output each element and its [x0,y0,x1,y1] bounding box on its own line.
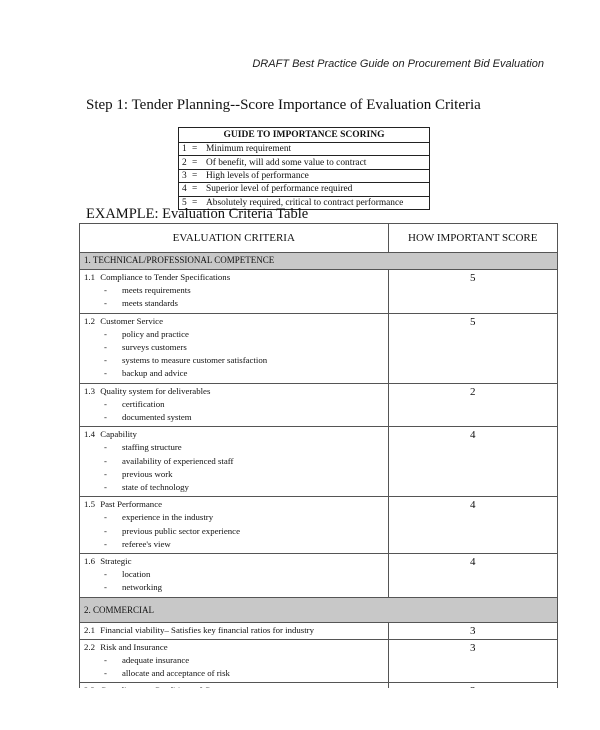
criteria-cell [80,497,389,554]
table-row [80,554,558,598]
criteria-sub-item: - meets standards [104,298,178,309]
criteria-sub-item: - referee's view [104,538,171,549]
importance-score: 3 [388,639,557,683]
table-row [80,313,558,383]
importance-score: 5 [388,270,557,314]
criteria-sub-item: - meets requirements [104,285,191,296]
criteria-cell [80,622,389,639]
guide-row: 4 = Superior level of performance required [179,183,430,196]
section-title: 2. COMMERCIAL [80,597,558,622]
importance-score: 2 [388,383,557,427]
table-row [80,270,558,314]
document-header: DRAFT Best Practice Guide on Procurement Bid Evaluation [252,58,544,70]
criteria-cell [80,554,389,598]
criteria-label: 1.1 Compliance to Tender Specifications [84,272,231,282]
table-row [80,622,558,639]
criteria-sub-item: - availability of experienced staff [104,455,234,466]
criteria-label: 1.6 Strategic [84,556,132,567]
evaluation-criteria-table [79,223,558,727]
guide-row: 1 = Minimum requirement [179,143,430,156]
criteria-label: 1.3 Quality system for deliverables [84,385,211,396]
table-row [80,497,558,554]
criteria-label: 1.2 Customer Service [84,315,163,326]
criteria-sub-item: - previous work [104,468,173,479]
criteria-sub-item: - networking [104,582,163,593]
step-title: Step 1: Tender Planning--Score Importance of Evaluation Criteria [86,97,481,113]
criteria-cell [80,383,389,427]
criteria-sub-item: - certification [104,398,165,409]
example-title: EXAMPLE: Evaluation Criteria Table [86,206,309,222]
section-header-row [80,253,558,270]
importance-score: 5 [388,313,557,383]
criteria-cell [80,270,389,314]
importance-score: 4 [388,427,557,497]
criteria-sub-item: - allocate and acceptance of risk [104,668,230,679]
section-title: 1. TECHNICAL/PROFESSIONAL COMPETENCE [80,253,558,270]
importance-scoring-guide [178,127,430,210]
criteria-sub-item: - backup and advice [104,368,188,379]
criteria-sub-item: - staffing structure [104,442,182,453]
column-header-score: HOW IMPORTANT SCORE [388,224,557,253]
section-header-row [80,597,558,622]
guide-row: 2 = Of benefit, will add some value to contract [179,156,430,169]
criteria-sub-item: - experience in the industry [104,512,214,523]
criteria-sub-item: - previous public sector experience [104,525,240,536]
table-row [80,383,558,427]
criteria-label: 1.5 Past Performance [84,499,163,510]
criteria-cell [80,313,389,383]
criteria-cell [80,427,389,497]
criteria-sub-item: - policy and practice [104,328,189,339]
guide-heading: GUIDE TO IMPORTANCE SCORING [179,128,430,143]
guide-row: 3 = High levels of performance [179,169,430,182]
criteria-cell [80,639,389,683]
criteria-sub-item: - documented system [104,412,192,423]
criteria-sub-item: - systems to measure customer satisfaction [104,355,268,366]
importance-score: 4 [388,497,557,554]
column-header-criteria: EVALUATION CRITERIA [80,224,389,253]
table-row [80,639,558,683]
criteria-sub-item: - location [104,569,151,580]
importance-score: 4 [388,554,557,598]
criteria-sub-item: - surveys customers [104,342,187,353]
criteria-label: 1.4 Capability [84,429,137,440]
criteria-sub-item: - state of technology [104,482,189,493]
table-row [80,427,558,497]
criteria-sub-item: - adequate insurance [104,655,190,666]
criteria-label: 2.1 Financial viability– Satisfies key financial ratios for industry [84,624,314,635]
criteria-label: 2.2 Risk and Insurance [84,641,168,652]
importance-score: 3 [388,622,557,639]
guide-row: 5 = Absolutely required, critical to contract performance [179,196,430,209]
